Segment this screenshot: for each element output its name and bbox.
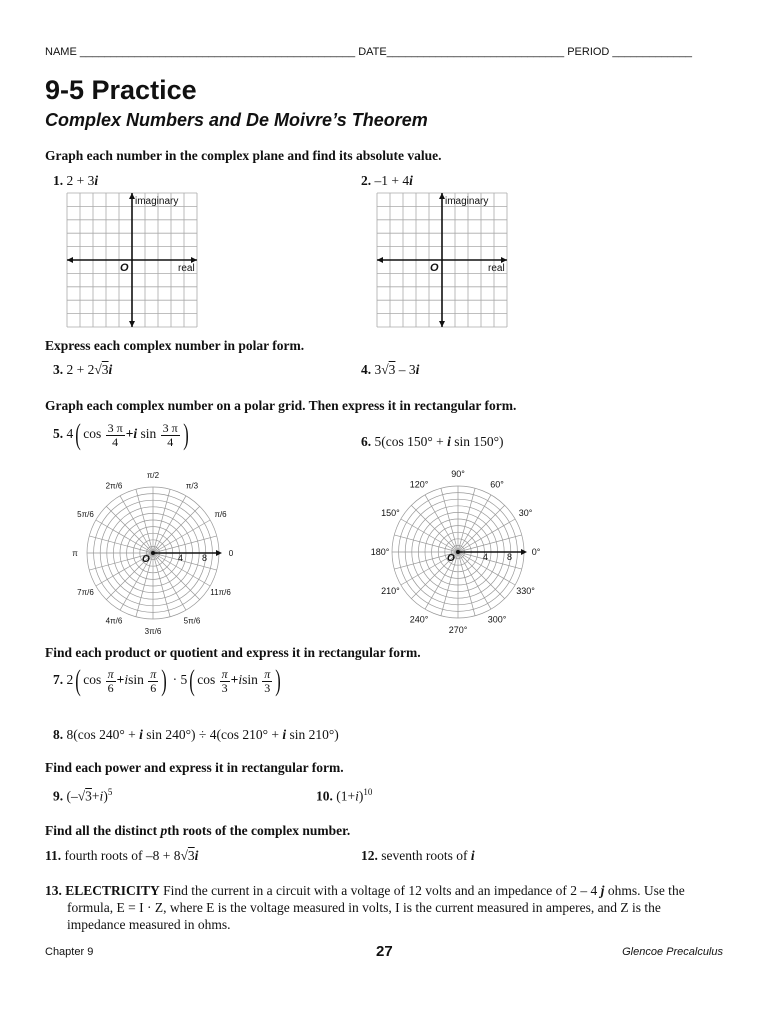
instruction-2: Express each complex number in polar form. [45,338,305,353]
arrow-down-icon [439,321,445,327]
arrow-left-icon [377,257,383,263]
polar-spoke [153,536,217,553]
instruction-5: Find each power and express it in rectangular form. [45,760,344,775]
polar-angle-label: 0 [228,549,234,558]
imaginary-axis-label: imaginary [445,196,489,207]
polar-angle-label: π [72,549,78,558]
polar-angle-label: 2π/6 [105,481,123,491]
polar-spoke [441,488,458,552]
pole-point [456,550,460,554]
polar-spoke [153,496,186,553]
polar-angle-label: 210° [381,586,400,596]
polar-spoke [153,553,170,617]
polar-tick-label: 8 [507,552,513,562]
pole-point [151,551,155,555]
problem-3: 3. 2 + 2√3i [53,362,113,377]
footer-page-number: 27 [376,943,393,960]
real-axis-label: real [488,263,505,274]
polar-angle-label: 30° [518,508,533,518]
arrow-left-icon [67,257,73,263]
header-line [45,46,725,58]
origin-label: O [142,554,150,565]
polar-angle-label: 150° [381,508,400,518]
footer-chapter: Chapter 9 [45,946,94,958]
polar-angle-label: 4π/6 [105,616,123,626]
polar-angle-label: 90° [451,469,465,479]
polar-angle-label: 60° [490,479,504,490]
polar-angle-label: 240° [409,614,429,625]
polar-angle-label: 270° [448,625,468,635]
problem-5: 5. 4( cos $\frac{3 \pi}{4}$ +i sin $\frac{3 \pi}{4}$ ) [53,418,189,451]
footer-book: Glencoe Precalculus [622,946,723,958]
polar-spoke [153,553,217,570]
polar-angle-label: 120° [409,479,429,490]
polar-spoke [458,488,475,552]
date-field[interactable]: DATE_____________________________ [358,46,565,58]
problem-8: 8. 8(cos 240° + i sin 240°) ÷ 4(cos 210° + i sin 210°) [53,727,339,742]
polar-angle-label: 3π/6 [144,627,162,636]
arrow-down-icon [129,321,135,327]
polar-spoke [136,489,153,553]
polar-tick-label: 8 [202,553,208,563]
problem-12: 12. seventh roots of i [361,848,475,863]
polar-angle-label: 0° [531,547,541,557]
problem-10: 10. $(1+i)^{10}$ [316,787,373,804]
polar-angle-label: 11π/6 [210,588,231,597]
polar-spoke [458,519,515,552]
complex-plane-graph-2[interactable] [376,192,508,328]
polar-angle-label: 7π/6 [77,588,94,597]
polar-spoke [458,495,491,552]
problem-13: 13. ELECTRICITY Find the current in a circuit with a voltage of 12 volts and an impedance of 2 – 4 j ohms. Use the formula, E = I · Z, where E is the voltage measured in volts, I is the current measured in amperes, and Z is the impedance measured in ohms. [45,883,685,932]
instruction-4: Find each product or quotient and express it in rectangular form. [45,645,421,660]
period-field[interactable]: PERIOD _____________ [567,46,692,58]
problem-2: 2. –1 + 4i [361,173,413,188]
problem-11: 11. fourth roots of –8 + 8√3i [45,848,199,863]
polar-angle-label: 330° [516,586,535,596]
polar-spoke [120,496,153,553]
polar-spoke [401,519,458,552]
problem-7: 7. 2( cos $\frac{\pi}{6}$ +isin $\frac{\pi}{6}$ ) · 5( cos $\frac{\pi}{3}$ +isin $\frac{\pi}{3}$ ) [53,664,282,697]
polar-spoke [89,536,153,553]
polar-spoke [96,520,153,553]
imaginary-axis-label: imaginary [135,196,179,207]
origin-label: O [430,262,439,274]
origin-label: O [447,553,455,564]
name-field[interactable]: NAME _____________________________________________ [45,46,356,58]
polar-spoke [458,552,475,616]
problem-6: 6. 5(cos 150° + i sin 150°) [361,434,504,449]
polar-spoke [458,535,522,552]
page-title: 9-5 Practice [45,75,197,105]
instruction-1: Graph each number in the complex plane and find its absolute value. [45,148,442,163]
origin-label: O [120,262,129,274]
polar-angle-label: 5π/6 [183,616,201,626]
polar-spoke [153,520,210,553]
polar-spoke [425,495,458,552]
polar-spoke [153,489,170,553]
polar-angle-label: π/3 [185,481,199,491]
instruction-6: Find all the distinct pth roots of the complex number. [45,823,351,838]
polar-spoke [458,552,522,569]
polar-tick-label: 4 [178,553,184,563]
problem-4: 4. 3√3 – 3i [361,362,420,377]
polar-grid-degrees[interactable] [370,464,550,636]
instruction-3: Graph each complex number on a polar grid. Then express it in rectangular form. [45,398,517,413]
polar-grid-radians[interactable] [72,464,238,642]
polar-angle-label: 300° [487,614,507,625]
polar-angle-label: π/6 [214,510,227,519]
polar-angle-label: 180° [370,547,390,557]
polar-spoke [394,535,458,552]
problem-9: 9. $(-√3+i)^5$ [53,787,113,804]
polar-tick-label: 4 [483,552,489,562]
complex-plane-graph-1[interactable] [66,192,198,328]
problem-1: 1. 2 + 3i [53,173,99,188]
real-axis-label: real [178,263,195,274]
polar-angle-label: π/2 [146,471,160,480]
page-subtitle: Complex Numbers and De Moivre’s Theorem [45,110,428,130]
polar-angle-label: 5π/6 [77,510,94,519]
